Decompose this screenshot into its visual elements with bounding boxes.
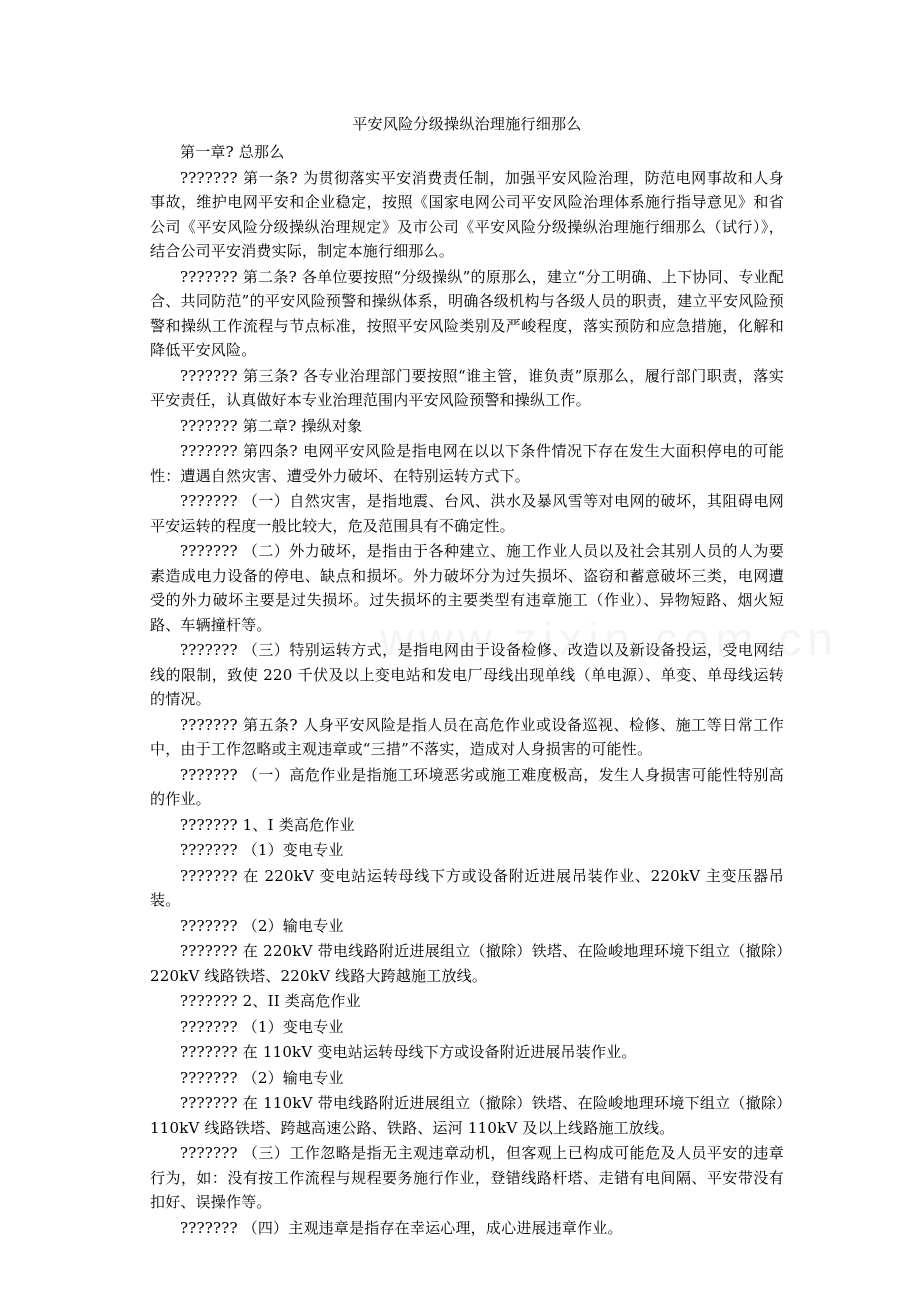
paragraph: ??????? （2）输电专业 xyxy=(180,916,344,935)
paragraph: ??????? （1）变电专业 xyxy=(180,841,344,859)
paragraph: 第一章? 总那么 xyxy=(180,143,285,161)
document-body xyxy=(150,140,784,1240)
paragraph: ??????? 第二章? 操纵对象 xyxy=(180,416,363,435)
paragraph: ??????? 第二条? 各单位要按照“分级操纵”的原那么，建立“分工明确、上下协同、专业配合、共同防范”的平安风险预警和操纵体系，明确各级机构与各级人员的职责，建立平安风险预警和操纵工作流程与节点标准，按照平安风险类别及严峻程度，落实预防和应急措施，化解和降低平安风险。 xyxy=(150,267,784,359)
paragraph: ??????? （四）主观违章是指存在幸运心理，成心进展违章作业。 xyxy=(180,1218,623,1237)
paragraph: ??????? 在 110kV 变电站运转母线下方或设备附近进展吊装作业。 xyxy=(180,1043,637,1061)
paragraph: ??????? 2、II 类高危作业 xyxy=(180,992,361,1010)
paragraph: ??????? （1）变电专业 xyxy=(180,1017,344,1036)
paragraph: ??????? 第五条? 人身平安风险是指人员在高危作业或设备巡视、检修、施工等日常工作中，由于工作忽略或主观违章或“三措”不落实，造成对人身损害的可能性。 xyxy=(150,715,784,758)
paragraph: ??????? （一）自然灾害，是指地震、台风、洪水及暴风雪等对电网的破坏，其阻碍电网平安运转的程度一般比较大，危及范围具有不确定性。 xyxy=(150,492,784,535)
paragraph: ??????? 1、I 类高危作业 xyxy=(180,815,355,834)
paragraph: ??????? （一）高危作业是指施工环境恶劣或施工难度极高，发生人身损害可能性特别高的作业。 xyxy=(150,765,784,808)
paragraph: ??????? 在 220kV 带电线路附近进展组立（撤除）铁塔、在险峻地理环境下组立（撤除）220kV 线路铁塔、220kV 线路大跨越施工放线。 xyxy=(150,942,784,985)
paragraph: ??????? （2）输电专业 xyxy=(180,1068,344,1087)
paragraph: ??????? 在 110kV 带电线路附近进展组立（撤除）铁塔、在险峻地理环境下组立（撤除）110kV 线路铁塔、跨越高速公路、铁路、运河 110kV 及以上线路施工放线。 xyxy=(150,1094,784,1137)
paragraph: ??????? 第四条? 电网平安风险是指电网在以以下条件情况下存在发生大面积停电的可能性：遭遇自然灾害、遭受外力破坏、在特别运转方式下。 xyxy=(150,442,784,485)
document-title: 平安风险分级操纵治理施行细那么 xyxy=(352,115,582,133)
paragraph: ??????? 第一条? 为贯彻落实平安消费责任制，加强平安风险治理，防范电网事故和人身事故，维护电网平安和企业稳定，按照《国家电网公司平安风险治理体系施行指导意见》和省公司《平安风险分级操纵治理规定》及市公司《平安风险分级操纵治理施行细那么（试行）》，结合公司平安消费实际，制定本施行细那么。 xyxy=(150,168,784,260)
paragraph: ??????? 在 220kV 变电站运转母线下方或设备附近进展吊装作业、220kV 主变压器吊装。 xyxy=(150,866,784,909)
paragraph: ??????? （三）工作忽略是指无主观违章动机，但客观上已构成可能危及人员平安的违章行为，如：没有按工作流程与规程要务施行作业，登错线路杆塔、走错有电间隔、平安带没有扣好、误操作等。 xyxy=(150,1144,784,1211)
paragraph: ??????? （三）特别运转方式，是指电网由于设备检修、改造以及新设备投运，受电网结线的限制，致使 220 千伏及以上变电站和发电厂母线出现单线（单电源）、单变、单母线运转的情况。 xyxy=(150,641,784,708)
paragraph: ??????? 第三条? 各专业治理部门要按照“谁主管，谁负责”原那么，履行部门职责，落实平安责任，认真做好本专业治理范围内平安风险预警和操纵工作。 xyxy=(150,366,784,409)
paragraph: ??????? （二）外力破坏，是指由于各种建立、施工作业人员以及社会其别人员的人为要素造成电力设备的停电、缺点和损坏。外力破坏分为过失损坏、盗窃和蓄意破坏三类，电网遭受的外力破坏主要是过失损坏。过失损坏的主要类型有违章施工（作业）、异物短路、烟火短路、车辆撞杆等。 xyxy=(150,542,784,634)
